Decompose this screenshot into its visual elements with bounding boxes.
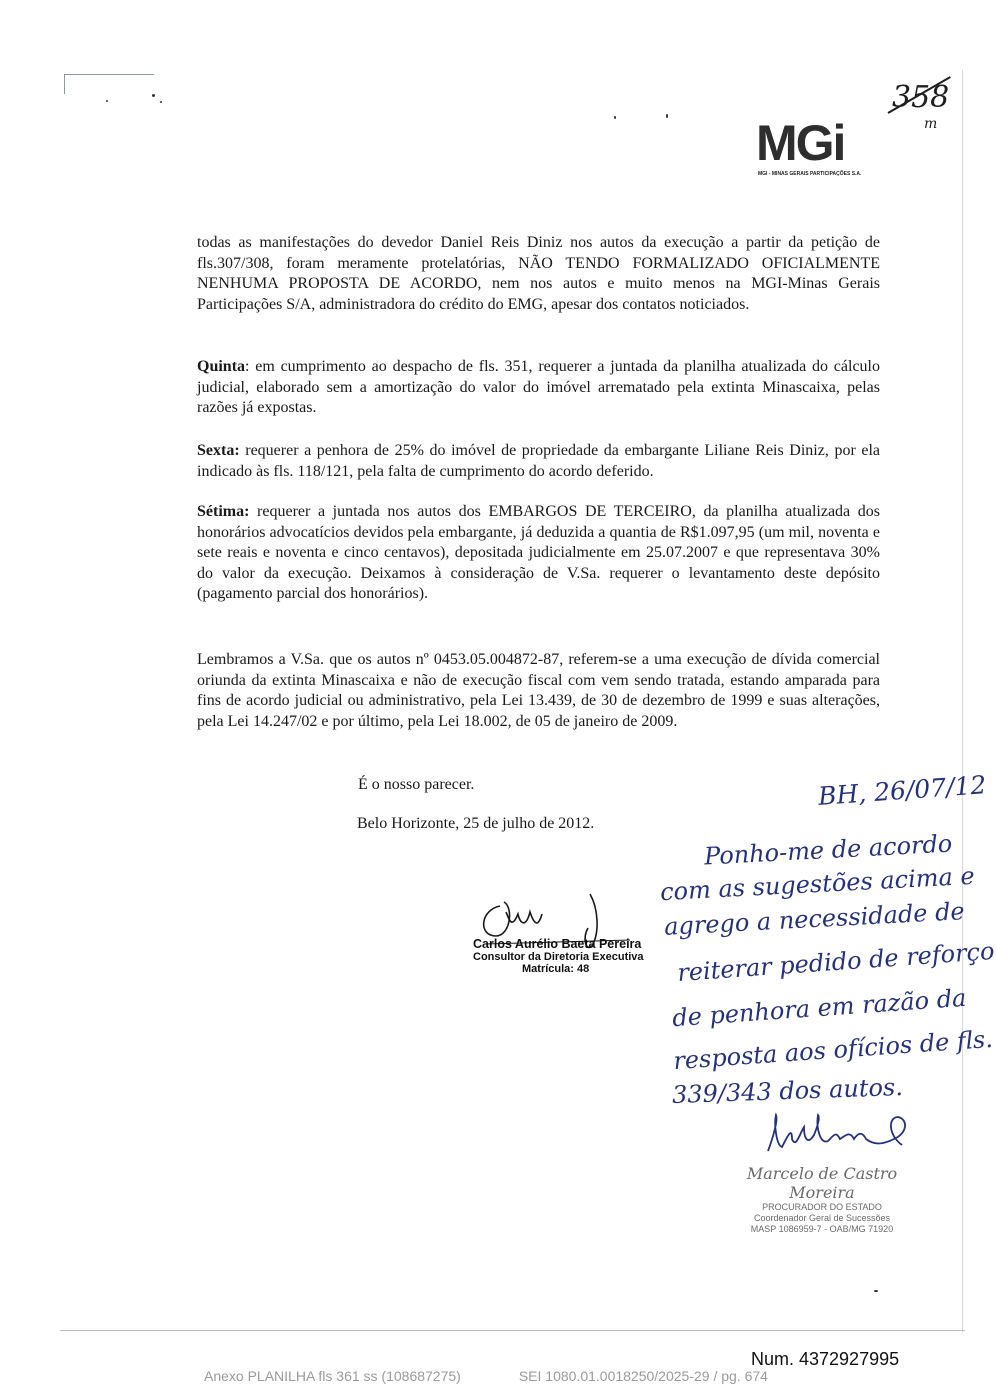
stamp-title: PROCURADOR DO ESTADO — [762, 1202, 882, 1212]
paragraph-lead: Sexta: — [197, 442, 240, 459]
handwritten-signature — [762, 1105, 912, 1165]
scan-speck — [614, 116, 616, 119]
paragraph-text: requerer a juntada nos autos dos EMBARGOS DE TERCEIRO, da planilha atualizada dos honorários advocatícios devidos pela embargante, já deduzida a quantia de R$1.097,95 (um mil, noventa e sete reais e noventa e cinco centavos), depositada judicialmente em 25.07.2007 e que representava 30% do valor da execução. Deixamos à consideração de V.Sa. requerer o levantamento deste depósito (pagamento parcial dos honorários). — [197, 503, 880, 602]
stamp-ids: MASP 1086959-7 - OAB/MG 71920 — [750, 1224, 894, 1234]
logo-text: MGi — [756, 115, 845, 171]
scan-edge-right — [962, 70, 963, 1332]
closing-parecer: É o nosso parecer. — [358, 776, 475, 793]
scan-speck — [160, 101, 162, 103]
paragraph-quinta — [197, 357, 880, 419]
paragraph-sexta — [197, 441, 880, 482]
handwritten-line: Ponho-me de acordo — [703, 829, 953, 871]
place-date: Belo Horizonte, 25 de julho de 2012. — [357, 815, 595, 832]
signer-registration: Matrícula: 48 — [522, 963, 590, 975]
paragraph-text: requerer a penhora de 25% do imóvel de propriedade da embargante Liliane Reis Diniz, por ela indicado às fls. 118/121, pela falta de cumprimento do acordo deferido. — [197, 442, 880, 480]
handwritten-page-number: 358 — [892, 80, 950, 115]
footer-annex: Anexo PLANILHA fls 361 ss (108687275) — [204, 1368, 461, 1384]
paragraph-manifestacoes: todas as manifestações do devedor Daniel Reis Diniz nos autos da execução a partir da petição de fls.307/308, foram meramente protelatórias, NÃO TENDO FORMALIZADO OFICIALMENTE NENHUMA PROPOSTA DE ACORDO, nem nos autos e muito menos na MGI-Minas Gerais Participações S/A, administradora do crédito do EMG, apesar dos contatos noticiados. — [197, 234, 880, 313]
mgi-logo — [756, 115, 882, 184]
footer-sei: SEI 1080.01.0018250/2025-29 / pg. 674 — [518, 1368, 768, 1384]
handwritten-line: de penhora em razão da — [671, 983, 968, 1033]
paragraph-lead: Quinta — [197, 358, 246, 375]
paragraph-text: : em cumprimento ao despacho de fls. 351, requerer a juntada da planilha atualizada do cálculo judicial, elaborado sem a amortização do valor do imóvel arrematado pela extinta Minascaixa, pelas razões já expostas. — [197, 358, 880, 416]
scan-speck — [152, 94, 155, 97]
signer-role: Consultor da Diretoria Executiva — [473, 950, 644, 963]
document-number: Num. 4372927995 — [751, 1349, 900, 1369]
scan-speck — [666, 114, 668, 118]
logo-subtitle: MGI - MINAS GERAIS PARTICIPAÇÕES S.A. — [758, 171, 862, 177]
paragraph-lead: Sétima: — [197, 503, 250, 520]
stamp-name: Marcelo de Castro Moreira — [746, 1164, 898, 1202]
page-number-initial: m — [924, 116, 938, 132]
handwritten-line: agrego a necessidade de — [663, 897, 966, 941]
footer-reference — [204, 1368, 768, 1384]
procurador-stamp — [732, 1164, 912, 1235]
stamp-role: Coordenador Geral de Sucessões — [753, 1213, 891, 1223]
signature-block — [473, 938, 644, 976]
scan-edge-left — [64, 74, 65, 94]
scan-speck — [106, 100, 108, 102]
paragraph-setima — [197, 502, 880, 605]
handwritten-line: resposta aos ofícios de fls. — [672, 1024, 994, 1076]
paragraph-lembramos: Lembramos a V.Sa. que os autos nº 0453.05.004872-87, referem-se a uma execução de dívida comercial oriunda da extinta Minascaixa e não de execução fiscal com vem sendo tratada, estando amparada para fins de acordo judicial ou administrativo, pela Lei 13.439, de 30 de dezembro de 1999 e suas alterações, pela Lei 14.247/02 e por último, pela Lei 18.002, de 05 de janeiro de 2009. — [197, 651, 880, 730]
handwritten-line: 339/343 dos autos. — [671, 1072, 904, 1110]
signer-name: Carlos Aurélio Baeta Pereira — [473, 937, 642, 951]
handwritten-date: BH, 26/07/12 — [817, 770, 988, 811]
scan-edge-bottom — [60, 1330, 965, 1331]
handwritten-line: reiterar pedido de reforço — [676, 936, 996, 988]
scan-edge-top — [64, 74, 154, 75]
handwritten-line: com as sugestões acima e — [659, 861, 976, 907]
scan-speck — [874, 1290, 878, 1292]
